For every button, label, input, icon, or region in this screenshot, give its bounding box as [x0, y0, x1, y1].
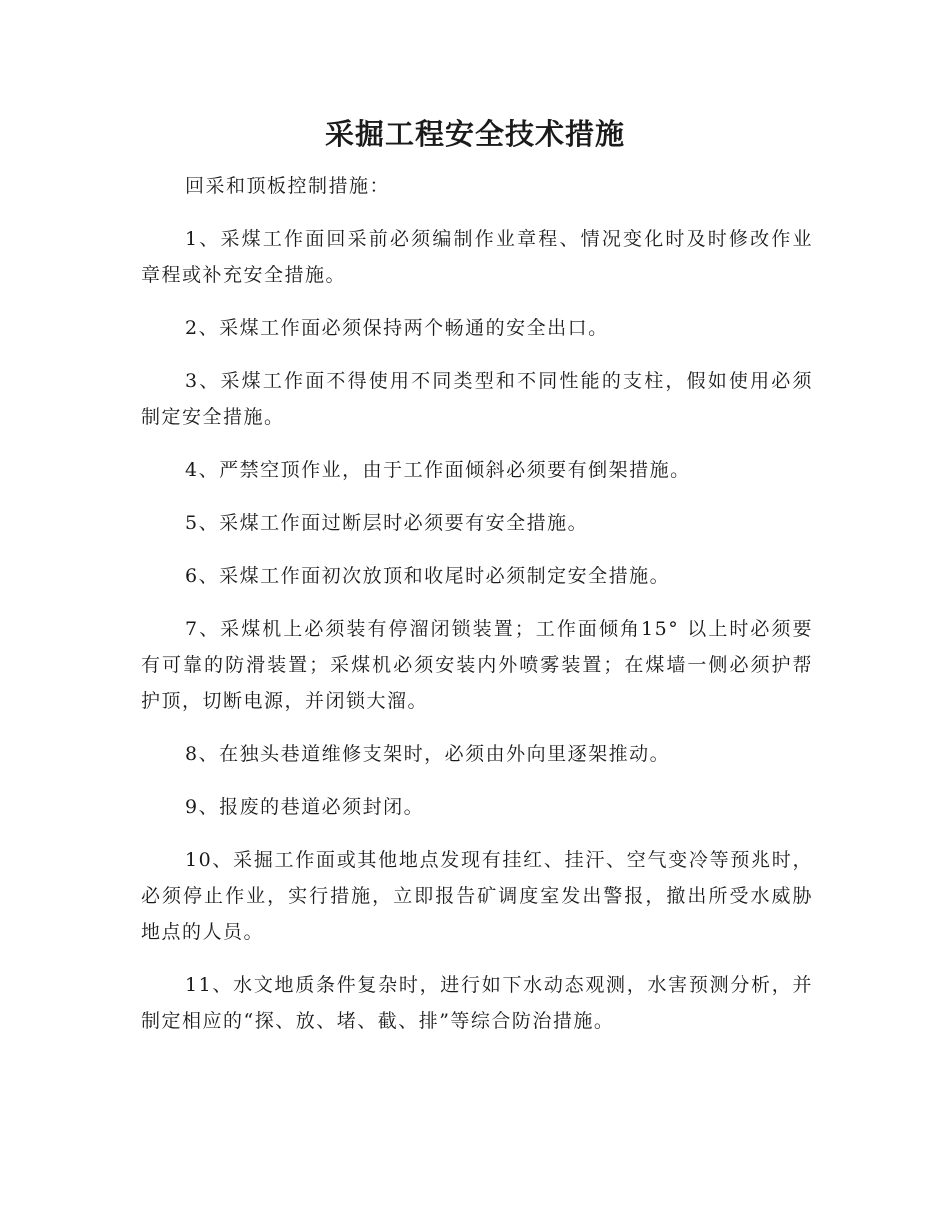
measure-item-8: 8、在独头巷道维修支架时，必须由外向里逐架推动。	[185, 743, 671, 765]
measure-item-1: 1、采煤工作面回采前必须编制作业章程、情况变化时及时修改作业章程或补充安全措施。	[141, 228, 813, 286]
measure-item-4: 4、严禁空顶作业，由于工作面倾斜必须要有倒架措施。	[185, 459, 691, 481]
measure-item-9: 9、报废的巷道必须封闭。	[185, 796, 425, 818]
measure-item-11: 11、水文地质条件复杂时，进行如下水动态观测，水害预测分析，并制定相应的“探、放、堵、截、排”等综合防治措施。	[141, 974, 813, 1032]
measure-item-7: 7、采煤机上必须装有停溜闭锁装置；工作面倾角15° 以上时必须要有可靠的防滑装置；采煤机必须安装内外喷雾装置；在煤墙一侧必须护帮护顶，切断电源，并闭锁大溜。	[141, 618, 813, 712]
measure-item-2: 2、采煤工作面必须保持两个畅通的安全出口。	[185, 317, 609, 339]
section-intro: 回采和顶板控制措施：	[185, 175, 391, 197]
document-body	[141, 168, 813, 1056]
measure-item-10: 10、采掘工作面或其他地点发现有挂红、挂汗、空气变冷等预兆时，必须停止作业，实行措施，立即报告矿调度室发出警报，撤出所受水威胁地点的人员。	[141, 849, 813, 943]
document-title: 采掘工程安全技术措施	[324, 117, 625, 151]
measure-item-3: 3、采煤工作面不得使用不同类型和不同性能的支柱，假如使用必须制定安全措施。	[141, 370, 813, 428]
measure-item-6: 6、采煤工作面初次放顶和收尾时必须制定安全措施。	[185, 565, 671, 587]
measure-item-5: 5、采煤工作面过断层时必须要有安全措施。	[185, 512, 589, 534]
